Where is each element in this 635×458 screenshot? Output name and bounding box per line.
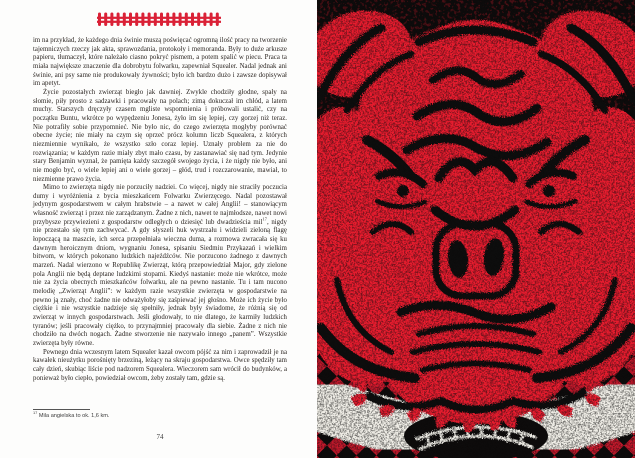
- paragraph-1: im na przykład, że każdego dnia świnie muszą poświęcać ogromną ilość pracy na tworzenie tajemniczych rzeczy jak akta, sprawozdania, protokoły i memoranda. Były to duże arkusze papieru, tłumaczył, które należało ciasno pokryć pismem, a potem spalić w piecu. Praca ta miała największe znaczenie dla dobrobytu folwarku, zapewniał Squealer. Nadal jednak ani świnie, ani psy same nie produkowały żywności; było ich bardzo dużo i zawsze dopisywał im apetyt.: [33, 37, 287, 88]
- footnote-number: 17: [33, 410, 38, 416]
- fence-post: [160, 13, 163, 27]
- footnote-text: $^{17}$ Mila angielska to ok. 1,6 km.: [33, 410, 110, 419]
- fence-post: [216, 13, 219, 27]
- footnote-rule: [33, 409, 90, 410]
- right-page: [317, 0, 635, 458]
- fence-post: [129, 13, 132, 27]
- fence-post: [98, 13, 101, 27]
- fence-post: [179, 13, 182, 27]
- paragraph-3-text-cont: , nigdy nie przestało się tym zachwycać. A gdy słyszeli huk wystrzału i widzieli zieloną flagę łopoczącą na maszcie, ich serca przepełniała wieczna duma, a rozmowa zwracała się ku dawnym heroicznym dniom, wygnaniu Jonesa, spisaniu Siedmiu Przykazań i wielkim bitwom, w których pokonano ludzkich najeźdźców. Nie porzucono żadnego z dawnych marzeń. Nadal wierzono w Republikę Zwierząt, którą przepowiedział Major, gdy zielone pola Anglii nie będą deptane ludzkimi stopami. Kiedyś nastanie: może nie wkrótce, może nie za życia obecnych mieszkańców folwarku, ale na pewno nastanie. Tu i tam nucono melodię „Zwierząt Anglii”: w każdym razie wszystkie zwierzęta w gospodarstwie na pewno ją znały, choć żadne nie odważyłoby się zaśpiewać jej głośno. Może ich życie było ciężkie i nie wszystkie nadzieje się spełniły, jednak były świadome, że różnią się od zwierząt w innych gospodarstwach. Jeśli głodowały, to nie dlatego, że karmiły ludzkich tyranów; jeśli pracowały ciężko, to przynajmniej pracowały dla siebie. Żadne z nich nie chodziło na dwóch nogach. Żadne stworzenie nie nazywało innego „panem”. Wszystkie zwierzęta były równe.: [33, 218, 287, 347]
- paragraph-3: [33, 184, 287, 348]
- fence-rail-bottom: [97, 21, 221, 23]
- fence-post: [166, 13, 169, 27]
- fence-post: [154, 13, 157, 27]
- fence-post: [141, 13, 144, 27]
- picket-fence-icon: [97, 12, 221, 27]
- fence-post: [197, 13, 200, 27]
- fence-posts: [98, 13, 219, 27]
- fence-post: [210, 13, 213, 27]
- paragraph-2: Życie pozostałych zwierząt biegło jak dawniej. Zwykle chodziły głodne, spały na słomie, piły prosto z sadzawki i pracowały na polach; zimą dokuczał im chłód, a latem muchy. Starszych dręczyły czasem mgliste wspomnienia i próbowali ustalić, czy na początku Buntu, wkrótce po wypędzeniu Jonesa, żyło im się lepiej, czy gorzej niż teraz. Nie potrafiły sobie przypomnieć. Nie było nic, do czego zwierzęta mogłyby porównać obecne życie; nie miały na czym się oprzeć prócz kolumn liczb Squealera, z których niezmiennie wynikało, że wszystko szło coraz lepiej. Uznały problem za nie do rozwiązania; w każdym razie miały zbyt mało czasu, by zastanawiać się nad tym. Jedynie stary Benjamin wyznał, że pamięta każdy szczegół swojego życia, i że nigdy nie było, ani nie mogło być, o wiele lepiej ani o wiele gorzej – głód, trud i rozczarowanie, mawiał, to niezmienne prawo życia.: [33, 88, 287, 183]
- picket-fence-ornament: [97, 12, 221, 27]
- fence-post: [110, 13, 113, 27]
- fence-rail-top: [97, 17, 221, 19]
- fence-post: [123, 13, 126, 27]
- fence-post: [185, 13, 188, 27]
- footnote: [33, 409, 287, 420]
- fence-post: [135, 13, 138, 27]
- fence-post: [117, 13, 120, 27]
- angry-pig-illustration: [317, 0, 635, 458]
- grain-overlay-coarse: [317, 0, 635, 458]
- paragraph-4: Pewnego dnia wczesnym latem Squealer kazał owcom pójść za nim i zaprowadził je na kawałek nieużytku porośnięty brzeziną, leżący na skraju gospodarstwa. Owce spędziły tam cały dzień, skubiąc liście pod nadzorem Squealera. Wieczorem sam wrócił do budynków, a ponieważ było ciepło, powiedział owcom, żeby zostały tam, gdzie są.: [33, 348, 287, 382]
- footnote-marker: 17: [262, 216, 267, 222]
- page-number: 74: [156, 433, 164, 441]
- body-text: [33, 37, 287, 383]
- paragraph-3-text: Mimo to zwierzęta nigdy nie porzuciły nadziei. Co więcej, nigdy nie straciły poczucia dumy i wyróżnienia z bycia mieszkańcem Folwarku Zwierzęcego. Nadal pozostawał jedynym gospodarstwem w całym hrabstwie – a nawet w całej Anglii! – stanowiącym własność zwierząt i przez nie zarządzanym. Żadne z nich, nawet te najmłodsze, nawet nowi przybysze przywiezieni z gospodarstw odległych o dziesięć lub dwadzieścia mil: [33, 184, 287, 226]
- fence-post: [172, 13, 175, 27]
- fence-post: [203, 13, 206, 27]
- fence-post: [104, 13, 107, 27]
- fence-post: [148, 13, 151, 27]
- left-page: [0, 0, 317, 458]
- fence-post: [191, 13, 194, 27]
